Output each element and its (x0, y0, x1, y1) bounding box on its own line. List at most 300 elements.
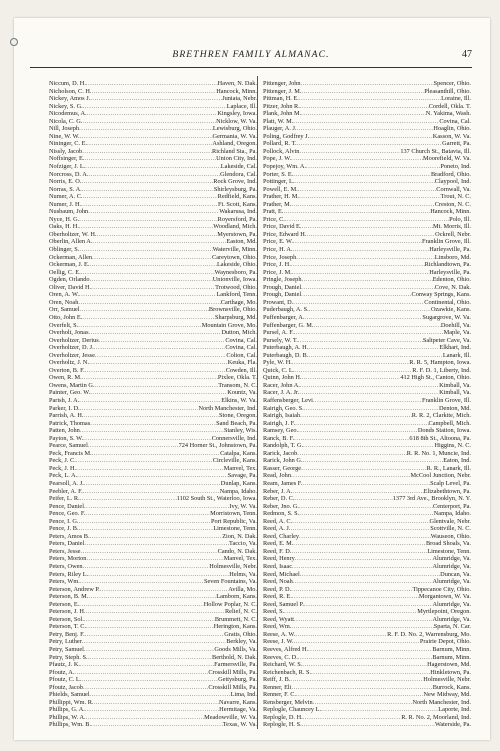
directory-entry (263, 140, 471, 148)
dot-leader (283, 208, 430, 216)
directory-entry (49, 269, 257, 277)
dot-leader (299, 95, 441, 103)
dot-leader (290, 525, 430, 533)
page-number: 47 (462, 49, 472, 60)
entry-place: Kountz, Va. (227, 389, 257, 397)
directory-entry (263, 555, 471, 563)
entry-place: Herington, Kans. (213, 623, 257, 631)
entry-name: Prowant, D. (263, 298, 294, 306)
entry-place: Kasson, W. Va. (432, 132, 471, 140)
dot-leader (88, 654, 212, 662)
directory-entry (263, 397, 471, 405)
dot-leader (298, 427, 418, 435)
directory-entry (263, 374, 471, 382)
entry-name: Overholtzer, Jesse (49, 351, 95, 359)
dot-leader (293, 578, 433, 586)
dot-leader (295, 420, 428, 428)
dot-leader (84, 503, 229, 511)
entry-place: Morgantown, W. Va. (418, 593, 471, 601)
entry-name: Patten, John (49, 427, 80, 435)
entry-name: Ranck, B. F. (263, 434, 295, 442)
entry-name: Nill, Joseph (49, 125, 80, 133)
dot-leader (302, 661, 427, 669)
entry-name: Peters, Amos B. (49, 532, 90, 540)
directory-entry (263, 525, 471, 533)
entry-name: Reed, Isaac (263, 563, 293, 570)
directory-entry (49, 699, 257, 707)
directory-entry (263, 714, 471, 722)
dot-leader (294, 495, 392, 503)
dot-leader (294, 638, 420, 646)
entry-place: Campbell, Mich. (428, 419, 471, 427)
directory-entry (263, 306, 471, 314)
directory-entry (263, 125, 471, 133)
dot-leader (294, 435, 409, 443)
dot-leader (294, 616, 432, 624)
directory-entry (263, 420, 471, 428)
dot-leader (82, 374, 218, 382)
entry-name: Reichard, W. S. (263, 661, 303, 669)
dot-leader (99, 337, 226, 345)
directory-entry (263, 284, 471, 292)
entry-place: Taccio, Va. (229, 540, 257, 548)
dot-leader (313, 397, 422, 405)
entry-place: Ashland, Oregon. (212, 140, 257, 148)
entry-place: Pixlee, Okla. T. (217, 374, 257, 382)
dot-leader (83, 435, 212, 443)
entry-name: Petry, Luther (49, 638, 82, 646)
entry-place: Connersville, Ind. (211, 434, 257, 442)
directory-entry (49, 148, 257, 156)
directory-entry (49, 125, 257, 133)
dot-leader (308, 352, 443, 360)
entry-name: Pottinger, L. (263, 178, 295, 186)
dot-leader (80, 578, 204, 586)
entry-name: Peifer, L. R. (49, 495, 80, 503)
dot-leader (292, 593, 419, 601)
entry-name: Reed, Wyatt (263, 615, 294, 623)
entry-place: Holmesville, Nebr. (423, 676, 471, 684)
page-title: BRETHREN FAMILY ALMANAC. (172, 49, 330, 60)
entry-name: Prough, Daniel (263, 283, 302, 291)
directory-entry (49, 322, 257, 330)
entry-place: Mountain Grove, Mo. (201, 321, 257, 329)
dot-leader (78, 322, 202, 330)
entry-place: 1102 South St., Waterloo, Iowa. (176, 495, 257, 503)
directory-entry (263, 133, 471, 141)
directory-entry (49, 450, 257, 458)
entry-name: Reese, J. W. (263, 638, 294, 646)
entry-place: Stone, Oregon. (219, 412, 257, 420)
page-header (30, 49, 472, 63)
dot-leader (292, 518, 429, 526)
dot-leader (291, 472, 411, 480)
entry-place: Waynesboro, Pa. (214, 268, 257, 276)
entry-place: Seven Fountains, Va. (203, 578, 257, 586)
left-column (49, 80, 257, 729)
directory-entry (49, 155, 257, 163)
dot-leader (80, 495, 177, 503)
entry-place: Elkhart, Ind. (439, 344, 471, 352)
entry-name: Reed, A. J. (263, 525, 291, 533)
entry-place: Goods Mills, Va. (214, 646, 257, 654)
entry-name: Reed, Samuel P. (263, 600, 304, 608)
entry-place: Lewisburg, Ohio. (212, 125, 257, 133)
dot-leader (94, 699, 220, 707)
dot-leader (90, 533, 223, 541)
directory-entry (49, 525, 257, 533)
entry-place: Juniata, Nebr. (222, 95, 257, 103)
directory-entry (49, 246, 257, 254)
directory-entry (263, 638, 471, 646)
entry-place: Ozawkie, Kans. (430, 306, 471, 314)
entry-place: Berthold, N. Dak. (212, 653, 257, 661)
entry-place: McCool Junction, Nebr. (410, 472, 471, 480)
dot-leader (290, 676, 423, 684)
directory-entry (263, 171, 471, 179)
entry-name: Rairigh, Isaiah (263, 412, 301, 420)
directory-entry (263, 269, 471, 277)
entry-name: Read, John (263, 472, 291, 480)
entry-place: Ockrell, Nebr. (435, 230, 471, 238)
directory-entry (49, 420, 257, 428)
entry-name: Numer, A. C. (49, 193, 83, 201)
entry-name: Phillippi, Wm. R. (49, 698, 94, 706)
dot-leader (89, 359, 228, 367)
dot-leader (284, 608, 417, 616)
entry-place: Hagerstown, Md. (427, 661, 471, 669)
entry-name: Nissly, Jacob (49, 147, 83, 155)
dot-leader (85, 367, 226, 375)
entry-place: Garrett, Pa. (442, 140, 471, 148)
entry-place: Royersford, Pa. (217, 215, 257, 223)
entry-name: Rensberger, Melvin (263, 698, 313, 706)
directory-entry (49, 193, 257, 201)
entry-name: Nickey, Amos J. (49, 95, 91, 103)
entry-place: Circleville, Kans. (212, 457, 257, 465)
directory-entry (263, 631, 471, 639)
entry-place: Harleysville, Pa. (429, 268, 471, 276)
directory-entry (49, 284, 257, 292)
directory-entry (263, 110, 471, 118)
dot-leader (79, 525, 214, 533)
entry-place: Relief, N. C. (224, 608, 257, 616)
entry-place: Pleasanthill, Ohio. (424, 87, 471, 95)
entry-place: Sparta, N. Car. (433, 623, 471, 631)
entry-place: Myerstown, Pa. (217, 230, 257, 238)
dot-leader (92, 450, 220, 458)
directory-entry (49, 140, 257, 148)
entry-name: Orr, Samuel (49, 306, 80, 314)
entry-name: Renner, Eli (263, 683, 292, 691)
entry-place: Prairie Depot, Ohio. (419, 638, 471, 646)
entry-place: Claypool, Ind. (434, 178, 471, 186)
entry-place: Cordell, Okla. T. (428, 102, 471, 110)
directory-entry (49, 88, 257, 96)
entry-name: Reed, S. (263, 608, 285, 616)
dot-leader (300, 382, 439, 390)
entry-name: Ogden, Orlando (49, 276, 90, 284)
directory-entry (263, 337, 471, 345)
directory-entry (263, 691, 471, 699)
dot-leader (83, 684, 208, 692)
dot-leader (81, 201, 218, 209)
entry-name: Reese, A. W. (263, 630, 296, 638)
directory-entry (49, 661, 257, 669)
dot-leader (301, 284, 435, 292)
entry-name: Niccum, D. H. (49, 80, 86, 87)
entry-place: R. R., Lanark, Ill. (426, 464, 471, 472)
entry-name: Reed, R. E. (263, 593, 292, 601)
entry-name: Peterson, E. (49, 600, 80, 608)
dot-leader (77, 472, 228, 480)
directory-entry (263, 586, 471, 594)
entry-place: Avilla, Mo. (228, 585, 257, 593)
entry-name: Ockerman, J. E. (49, 261, 90, 269)
entry-name: Overholtzer, Derius (49, 336, 99, 344)
entry-place: Lamborn, Kans. (216, 593, 257, 601)
directory-entry (49, 691, 257, 699)
dot-leader (301, 223, 433, 231)
dot-leader (86, 80, 218, 88)
entry-place: Unionville, Iowa. (212, 276, 257, 284)
entry-place: 137 Church St., Batavia, Ill. (400, 147, 471, 155)
dot-leader (80, 427, 224, 435)
entry-name: Puterbaugh, A. H. (263, 344, 309, 352)
dot-leader (85, 631, 225, 639)
dot-leader (88, 208, 219, 216)
entry-place: Alumridge, Va. (432, 578, 471, 586)
entry-place: Richland Sta., Pa. (212, 147, 257, 155)
entry-place: Brownsville, Ohio. (208, 306, 257, 314)
dot-leader (83, 563, 210, 571)
dot-leader (76, 465, 224, 473)
entry-place: Stanley, Wis. (224, 427, 257, 435)
entry-name: Oliver, David H. (49, 283, 92, 291)
dot-leader (303, 457, 444, 465)
entry-name: Phillips, Wm. B. (49, 721, 92, 729)
dot-leader (88, 442, 179, 450)
entry-name: Rairigh, J. F. (263, 419, 296, 427)
entry-name: Pearce, Samuel (49, 442, 88, 450)
dot-leader (301, 465, 426, 473)
directory-entry (49, 548, 257, 556)
entry-name: Plank, John M. (263, 110, 302, 118)
entry-name: Ockerman, Allen (49, 253, 93, 261)
entry-name: Nusbaum, John (49, 208, 89, 216)
entry-name: Pfautz, J. K. (49, 661, 80, 669)
dot-leader (313, 322, 440, 330)
directory-entry (49, 608, 257, 616)
directory-entry (49, 95, 257, 103)
dot-leader (292, 269, 429, 277)
header-rule (30, 67, 472, 68)
directory-entry (49, 299, 257, 307)
dot-leader (295, 555, 433, 563)
entry-name: Reed, Henry (263, 555, 295, 563)
entry-name: Puffenbarger, A. (263, 313, 305, 321)
directory-entry (49, 586, 257, 594)
dot-leader (88, 171, 220, 179)
entry-name: Reber, D. C. (263, 495, 295, 503)
directory-entry (263, 495, 471, 503)
directory-entry (263, 314, 471, 322)
entry-name: Pence, I. G. (49, 517, 79, 525)
entry-place: Waterville, Minn. (212, 246, 257, 254)
entry-place: Edenton, Ohio. (432, 276, 471, 284)
dot-leader (76, 457, 213, 465)
directory-entry (263, 231, 471, 239)
entry-place: Wauseon, Ohio. (430, 532, 471, 540)
entry-place: Harleysville, Pa. (429, 246, 471, 254)
dot-leader (300, 103, 429, 111)
dot-leader (80, 548, 217, 556)
dot-leader (79, 246, 212, 254)
entry-name: Pringle, Joseph (263, 276, 302, 284)
entry-name: Overfelt, S. (49, 321, 79, 329)
entry-place: Holmesville, Nebr. (209, 563, 257, 570)
entry-name: Replogle, D. H. (263, 713, 303, 721)
dot-leader (85, 706, 219, 714)
entry-name: Rarick, John G. (263, 457, 303, 465)
entry-name: Peters, Wm. (49, 578, 80, 586)
dot-leader (79, 291, 217, 299)
directory-entry (263, 465, 471, 473)
dot-leader (297, 125, 434, 133)
entry-name: Pitzer, John R. (263, 102, 300, 110)
directory-entry (263, 578, 471, 586)
directory-entry (263, 571, 471, 579)
entry-place: 1377 3rd Ave., Brooklyn, N. Y. (392, 495, 471, 503)
entry-name: Reiff, J. B. (263, 676, 291, 684)
entry-name: Pfoutz, A. (49, 668, 75, 676)
entry-place: Easton, Md. (226, 238, 257, 246)
entry-name: Puffenbarger, G. M. (263, 321, 314, 329)
dot-leader (294, 178, 434, 186)
entry-place: Donds Station, Iowa. (417, 427, 471, 435)
directory-entry (49, 555, 257, 563)
column-divider (257, 76, 258, 729)
entry-name: Prough, Daniel (263, 291, 302, 299)
directory-entry (49, 571, 257, 579)
entry-name: Pittman, H. E. (263, 95, 299, 103)
entry-place: Scottville, N. C. (430, 525, 471, 533)
directory-entry (263, 548, 471, 556)
entry-place: Cowden, Ill. (225, 366, 257, 374)
directory-entry (263, 510, 471, 518)
entry-place: 412 High St., Canton, Ohio. (400, 374, 471, 382)
dot-leader (308, 646, 432, 654)
dot-leader (95, 352, 226, 360)
entry-place: N. Yakima, Wash. (425, 110, 471, 118)
dot-leader (291, 261, 425, 269)
entry-place: Port Republic, Va. (210, 517, 257, 525)
entry-place: Helms, Va. (229, 570, 257, 578)
dot-leader (88, 593, 216, 601)
entry-name: Peebler, A. F. (49, 487, 83, 495)
dot-leader (291, 684, 432, 692)
directory-entry (263, 352, 471, 360)
dot-leader (81, 676, 218, 684)
entry-name: Noffsinger, E. (49, 155, 85, 163)
entry-place: Woodland, Mich. (213, 223, 257, 231)
dot-leader (294, 329, 444, 337)
entry-place: R. R. 2, Clarkite, Mich. (411, 412, 471, 420)
entry-name: Price, J. M. (263, 268, 292, 276)
dot-leader (291, 623, 433, 631)
directory-entry (263, 442, 471, 450)
entry-place: Crosskill Mills, Pa. (208, 668, 257, 676)
entry-name: Reber, J. A. (263, 487, 293, 495)
entry-name: Reeves, Alfred H. (263, 646, 309, 654)
dot-leader (86, 608, 225, 616)
entry-place: Glentvale, Nebr. (429, 517, 471, 525)
entry-place: Nampa, Idaho. (219, 487, 257, 495)
directory-entry (49, 669, 257, 677)
entry-name: Overton, B. F. (49, 366, 85, 374)
entry-place: Glendora, Cal. (220, 170, 257, 178)
dot-leader (74, 669, 208, 677)
directory-entry (263, 676, 471, 684)
directory-entry (263, 382, 471, 390)
directory-entry (49, 623, 257, 631)
entry-name: Oellig, C. E. (49, 268, 81, 276)
directory-entry (49, 389, 257, 397)
entry-place: Limestone, Tenn. (427, 547, 471, 555)
entry-place: Haven, N. Dak. (217, 80, 257, 87)
entry-name: Pittenger, John (263, 80, 301, 87)
directory-entry (263, 261, 471, 269)
entry-name: Overholtz, J. N. (49, 359, 90, 367)
directory-entry (263, 518, 471, 526)
dot-leader (85, 510, 210, 518)
dot-leader (299, 389, 439, 397)
directory-entry (49, 314, 257, 322)
directory-entry (263, 163, 471, 171)
dot-leader (294, 367, 412, 375)
directory-entry (49, 488, 257, 496)
entry-name: Pyle, W. H. (263, 359, 292, 367)
directory-entry (263, 291, 471, 299)
directory-entry (49, 721, 257, 729)
entry-place: R. F. D. No. 2, Warrensburg, Mo. (387, 630, 471, 638)
entry-place: Crosskill Mills, Pa. (208, 683, 257, 691)
entry-place: R. F. D. 1, Liberty, Ind. (412, 366, 471, 374)
directory-entry (49, 103, 257, 111)
entry-place: Manvel, Tex. (223, 464, 257, 472)
dot-leader (80, 405, 199, 413)
entry-place: Covina, Cal. (439, 117, 471, 125)
directory-entry (263, 148, 471, 156)
dot-leader (293, 299, 424, 307)
entry-name: Poling, Godfrey J. (263, 132, 310, 140)
entry-place: Rock Grove, Ind. (213, 178, 257, 186)
entry-place: Dunlap, Kans. (220, 479, 257, 487)
entry-place: Nampa, Idaho. (433, 510, 471, 518)
directory-entry (263, 540, 471, 548)
dot-leader (90, 691, 231, 699)
dot-leader (84, 480, 221, 488)
entry-name: Pope, J. W. (263, 155, 292, 163)
dot-leader (92, 238, 226, 246)
entry-place: Poneto, Ind. (440, 163, 471, 171)
directory-entry (49, 382, 257, 390)
entry-place: Maple, Va. (443, 329, 471, 337)
entry-place: Laplace, Ill. (226, 102, 257, 110)
directory-entry (263, 118, 471, 126)
dot-leader (301, 88, 424, 96)
entry-place: R. R. No. 2, Moorland, Ind. (401, 713, 471, 721)
